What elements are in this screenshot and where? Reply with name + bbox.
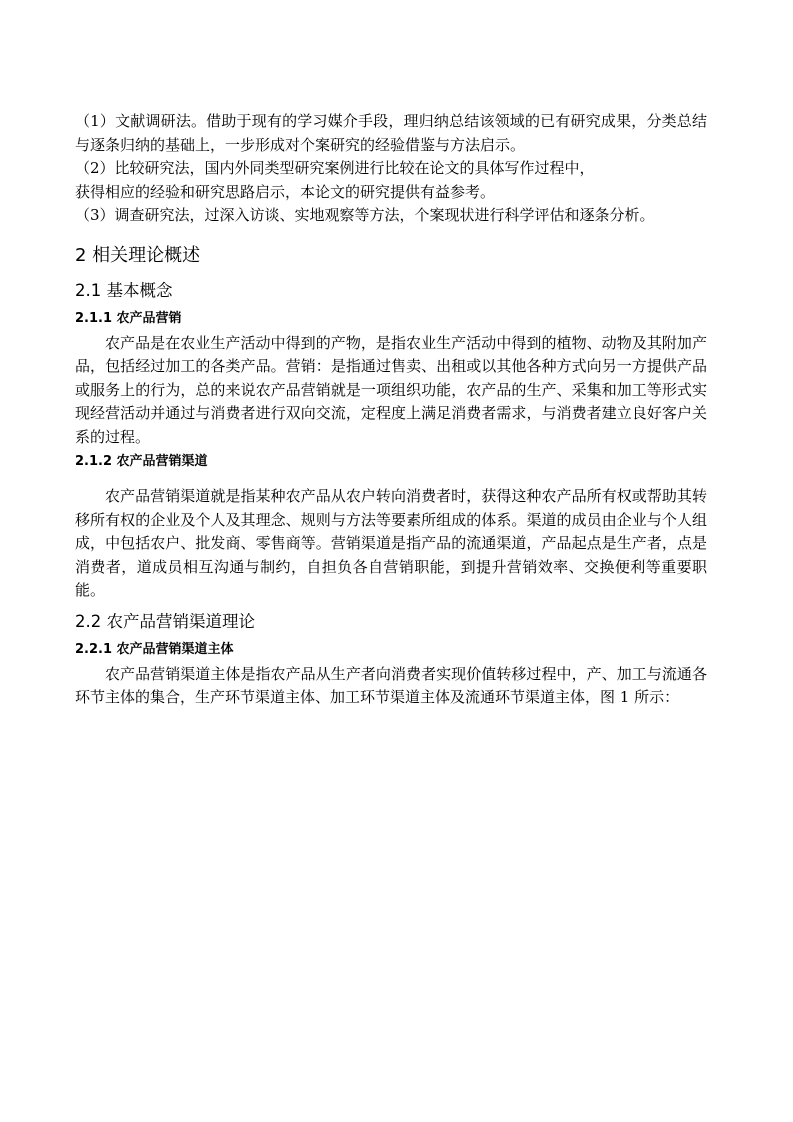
section-2-1-2-heading: 2.1.2 农产品营销渠道 (75, 454, 208, 469)
method-literature: （1）文献调研法。借助于现有的学习媒介手段，理归纳总结该领域的已有研究成果，分类总结与逐条归纳的基础上，一步形成对个案研究的经验借鉴与方法启示。 (75, 112, 707, 154)
method-comparison-continued: 获得相应的经验和研究思路启示，本论文的研究提供有益参考。 (75, 182, 496, 201)
section-2-2-heading: 2.2 农产品营销渠道理论 (75, 611, 255, 631)
method-comparison: （2）比较研究法，国内外同类型研究案例进行比较在论文的具体写作过程中， (75, 159, 595, 177)
section-2-1-1-body: 农产品是在农业生产活动中得到的产物，是指农业生产活动中得到的植物、动物及其附加产品，包括经过加工的各类产品。营销：是指通过售卖、出租或以其他各种方式向另一方提供产品或服务上的行为，总的来说农产品营销就是一项组织功能，农产品的生产、采集和加工等形式实现经营活动并通过与消费者进行双向交流，定程度上满足消费者需求，与消费者建立良好客户关系的过程。 (75, 333, 707, 446)
section-2-2-1-body: 农产品营销渠道主体是指农产品从生产者向消费者实现价值转移过程中，产、加工与流通各环节主体的集合，生产环节渠道主体、加工环节渠道主体及流通环节渠道主体，图 1 所示： (75, 664, 707, 706)
section-2-2-1-heading: 2.2.1 农产品营销渠道主体 (75, 641, 234, 657)
section-2-1-heading: 2.1 基本概念 (75, 280, 173, 300)
method-survey: （3）调查研究法，过深入访谈、实地观察等方法，个案现状进行科学评估和逐条分析。 (75, 206, 655, 224)
document-page (75, 110, 707, 710)
section-2-1-2-body: 农产品营销渠道就是指某种农产品从农户转向消费者时，获得这种农产品所有权或帮助其转移所有权的企业及个人及其理念、规则与方法等要素所组成的体系。渠道的成员由企业与个人组成，中包括农户、批发商、零售商等。营销渠道是指产品的流通渠道，产品起点是生产者，点是消费者，道成员相互沟通与制约，自担负各自营销职能，到提升营销效率、交换便利等重要职能。 (75, 487, 707, 599)
section-2-1-1-heading: 2.1.1 农产品营销 (75, 310, 182, 326)
section-2-heading: 2 相关理论概述 (75, 244, 201, 266)
